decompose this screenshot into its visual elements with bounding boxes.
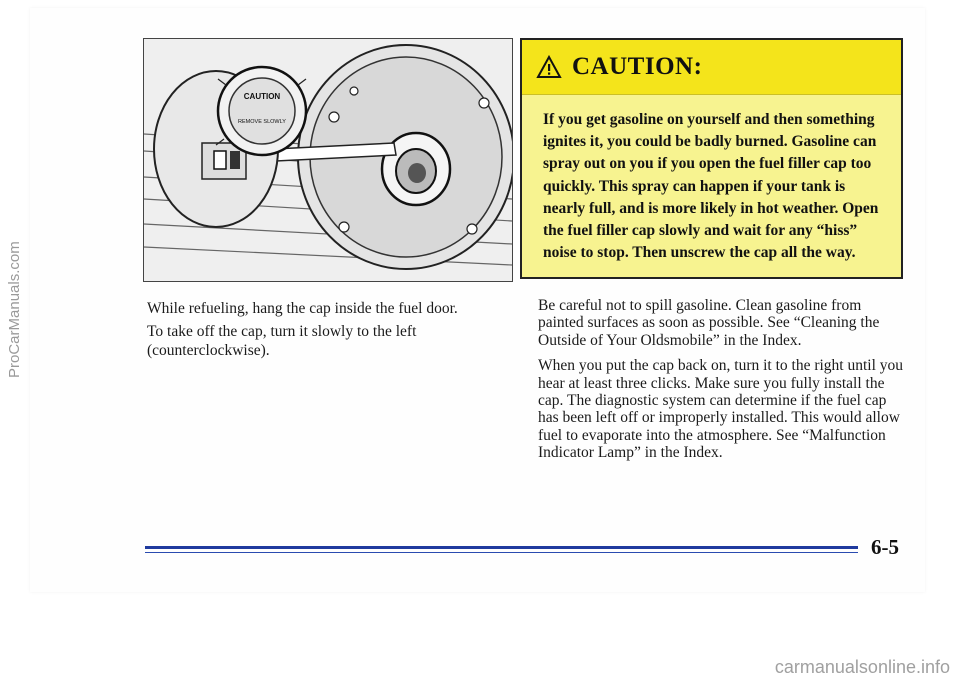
- install-cap-paragraph: When you put the cap back on, turn it to the right until you hear at least three clicks. Make sure you fully install the cap. The diagnostic system can determine if the fuel cap has been left off or improperly installed. This would allow fuel to evaporate into the atmosphere. See “Malfunction Indicator Lamp” in the Index.: [538, 357, 904, 462]
- cap-label-bottom: REMOVE SLOWLY: [238, 119, 286, 125]
- warning-triangle-icon: [536, 55, 562, 79]
- watermark-left: ProCarManuals.com: [6, 241, 23, 378]
- fuel-door-drawing: [144, 39, 512, 281]
- watermark-bottom: carmanualsonline.info: [774, 657, 950, 677]
- refueling-paragraph: While refueling, hang the cap inside the fuel door.: [147, 300, 458, 317]
- fuel-door-illustration: [143, 38, 513, 282]
- left-column-text: [147, 299, 507, 364]
- right-column-text: [538, 297, 910, 470]
- page-number: 6-5: [871, 535, 899, 559]
- footer-rule-thin: [145, 552, 858, 553]
- footer-rule-thick: [145, 546, 858, 549]
- caution-header: [522, 40, 901, 95]
- spill-paragraph: Be careful not to spill gasoline. Clean gasoline from painted surfaces as soon as possible. See “Cleaning the Outside of Your Oldsmobile” in the Index.: [538, 297, 880, 349]
- caution-box: [520, 38, 903, 279]
- cap-label-top: CAUTION: [243, 92, 281, 101]
- manual-page: [30, 8, 925, 592]
- caution-title: CAUTION:: [572, 53, 703, 80]
- remove-cap-paragraph: To take off the cap, turn it slowly to the left (counterclockwise).: [147, 323, 417, 359]
- caution-text: If you get gasoline on yourself and then something ignites it, you could be badly burned. Gasoline can spray out on you if you open the fuel filler cap too quickly. This spray can happen if your tank is nearly full, and is more likely in hot weather. Open the fuel filler cap slowly and wait for any “hiss” noise to stop. Then unscrew the cap all the way.: [543, 111, 879, 262]
